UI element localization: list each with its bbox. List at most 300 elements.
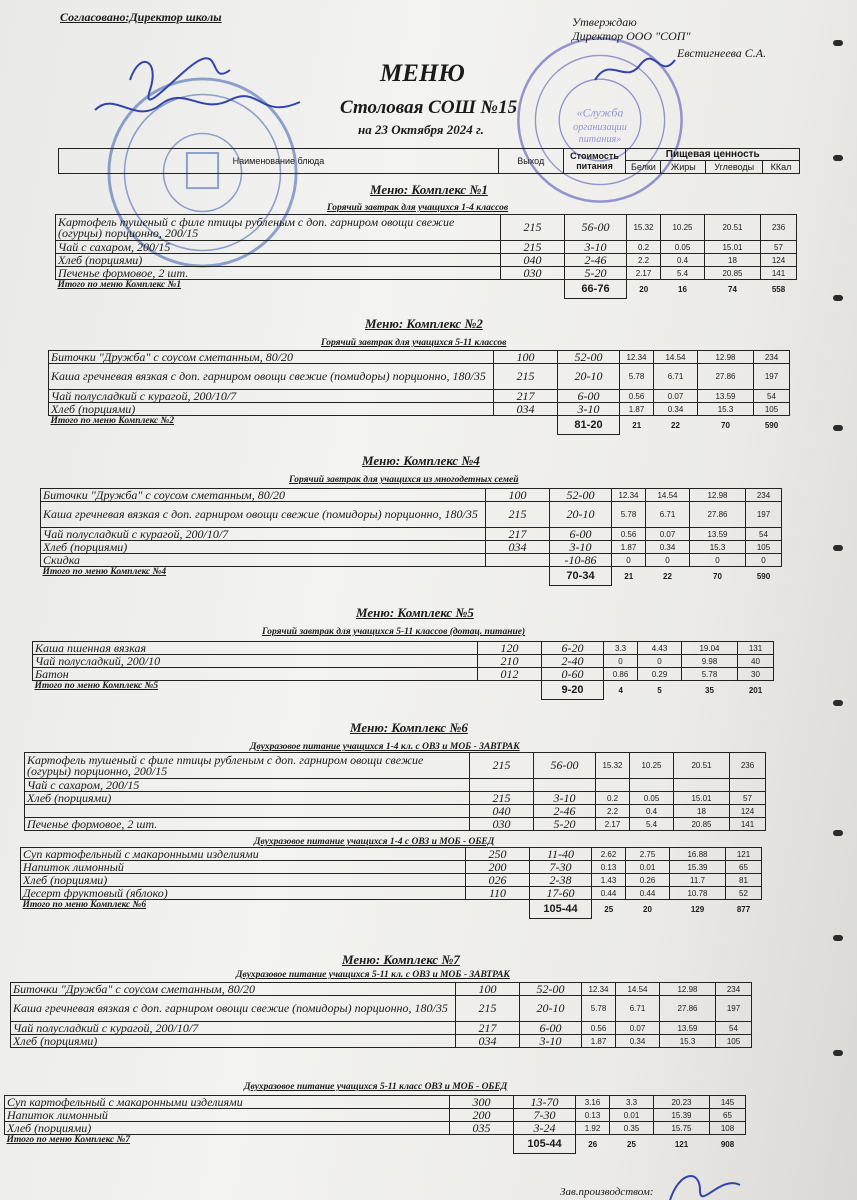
dish-carbs: 0: [690, 554, 746, 567]
dish-name: Десерт фруктовый (яблоко): [21, 887, 466, 900]
dish-kcal: 81: [726, 874, 762, 887]
dish-name: Хлеб (порциями): [11, 1035, 456, 1048]
dish-price: 7-30: [514, 1109, 576, 1122]
total-kcal: 590: [764, 420, 779, 430]
dish-kcal: 40: [738, 655, 774, 668]
dish-kcal: 197: [754, 364, 790, 390]
dish-kcal: 234: [746, 489, 782, 502]
dish-output: 034: [486, 541, 550, 554]
dish-output: 100: [456, 983, 520, 996]
dish-fat: 14.54: [646, 489, 690, 502]
dish-fat: 0.05: [630, 792, 674, 805]
dish-kcal: 121: [726, 848, 762, 861]
dish-name: Чай полусладкий с курагой, 200/10/7: [41, 528, 486, 541]
dish-carbs: 20.23: [654, 1096, 710, 1109]
dish-carbs: 15.39: [654, 1109, 710, 1122]
dish-name: Чай полусладкий, 200/10: [33, 655, 478, 668]
dish-protein: 0.56: [620, 390, 654, 403]
dish-output: 215: [470, 792, 534, 805]
footer-label: Зав.производством:: [560, 1186, 654, 1198]
punch-hole: [833, 935, 843, 941]
total-price: 9-20: [542, 681, 604, 700]
total-carbs: 129: [690, 904, 705, 914]
dish-fat: 0.05: [661, 241, 705, 254]
dish-fat: 6.71: [616, 996, 660, 1022]
dish-protein: 0.2: [596, 792, 630, 805]
dish-protein: 0.13: [576, 1109, 610, 1122]
dish-name: Печенье формовое, 2 шт.: [56, 267, 501, 280]
dish-carbs: 18: [674, 805, 730, 818]
dish-output: 217: [456, 1022, 520, 1035]
table-row: [21, 861, 762, 874]
dish-protein: 2.62: [592, 848, 626, 861]
col-protein: Белки: [626, 161, 661, 174]
table-row: [5, 1122, 746, 1135]
dish-kcal: 54: [716, 1022, 752, 1035]
dish-protein: 0.44: [592, 887, 626, 900]
dish-output: 250: [466, 848, 530, 861]
dish-price: 2-46: [534, 805, 596, 818]
manager-signature: [590, 50, 680, 90]
table-row: [11, 1022, 752, 1035]
total-protein: 25: [604, 904, 614, 914]
section-subtitle: Двухразовое питание учащихся 5-11 класс ОВЗ и МОБ - ОБЕД: [244, 1082, 508, 1092]
stamp-text: «Служба: [576, 105, 624, 120]
total-protein: 20: [639, 284, 649, 294]
dish-fat: 0.29: [638, 668, 682, 681]
dish-carbs: 13.59: [690, 528, 746, 541]
punch-hole: [833, 425, 843, 431]
total-kcal: 908: [720, 1139, 735, 1149]
dish-fat: 10.25: [661, 215, 705, 241]
dish-output: 200: [450, 1109, 514, 1122]
dish-fat: 0.4: [661, 254, 705, 267]
dish-name: Скидка: [41, 554, 486, 567]
total-price: 70-34: [550, 567, 612, 586]
total-fat: 22: [663, 571, 672, 581]
dish-fat: 0.34: [616, 1035, 660, 1048]
punch-hole: [833, 700, 843, 706]
total-price: 105-44: [514, 1135, 576, 1154]
dish-price: 20-10: [550, 502, 612, 528]
section-subtitle: Горячий завтрак для учащихся 5-11 классов: [321, 338, 507, 348]
dish-kcal: 65: [710, 1109, 746, 1122]
dish-fat: 0.44: [626, 887, 670, 900]
dish-kcal: 141: [761, 267, 797, 280]
dish-fat: 0.01: [610, 1109, 654, 1122]
menu-table: [55, 214, 797, 299]
dish-carbs: 20.51: [674, 753, 730, 779]
dish-protein: 15.32: [596, 753, 630, 779]
dish-kcal: 30: [738, 668, 774, 681]
section-subtitle: Двухразовое питание учащихся 1-4 кл. с ОВЗ и МОБ - ЗАВТРАК: [250, 742, 520, 752]
dish-kcal: 197: [746, 502, 782, 528]
dish-output: 215: [486, 502, 550, 528]
col-price: Стоимость питания: [563, 149, 626, 174]
dish-carbs: 20.85: [674, 818, 730, 831]
dish-carbs: 27.86: [660, 996, 716, 1022]
dish-price: 2-40: [542, 655, 604, 668]
section-subtitle: Горячий завтрак для учащихся 1-4 классов: [327, 203, 509, 213]
dish-fat: 0.35: [610, 1122, 654, 1135]
dish-protein: 1.92: [576, 1122, 610, 1135]
dish-price: 6-00: [520, 1022, 582, 1035]
dish-fat: 2.75: [626, 848, 670, 861]
dish-protein: 2.2: [596, 805, 630, 818]
menu-table: [10, 982, 752, 1048]
dish-output: 215: [470, 753, 534, 779]
menu-table: [48, 350, 790, 435]
dish-protein: 0.56: [582, 1022, 616, 1035]
section-subtitle: Горячий завтрак для учащихся 5-11 классов (дотац. питание): [262, 627, 526, 637]
dish-kcal: 141: [730, 818, 766, 831]
dish-kcal: 54: [746, 528, 782, 541]
table-row: [25, 792, 766, 805]
table-row: [56, 241, 797, 254]
table-row: [49, 351, 790, 364]
dish-name: Биточки "Дружба" с соусом сметанным, 80/20: [49, 351, 494, 364]
table-row: [5, 1096, 746, 1109]
dish-output: 215: [494, 364, 558, 390]
section-subtitle: Двухразовое питание учащихся 1-4 с ОВЗ и МОБ - ОБЕД: [254, 837, 495, 847]
punch-hole: [833, 295, 843, 301]
punch-hole: [833, 40, 843, 46]
dish-carbs: 9.98: [682, 655, 738, 668]
dish-fat: [630, 779, 674, 792]
dish-output: 034: [494, 403, 558, 416]
dish-name: Чай с сахаром, 200/15: [56, 241, 501, 254]
col-nutrition: Пищевая ценность: [626, 149, 800, 161]
section-title: Меню: Комплекс №2: [365, 316, 483, 331]
dish-protein: 3.3: [604, 642, 638, 655]
section-subtitle: Горячий завтрак для учащихся из многодетных семей: [289, 475, 519, 485]
menu-table: [24, 752, 766, 831]
total-carbs: 70: [713, 571, 722, 581]
section-title: Меню: Комплекс №6: [350, 720, 468, 735]
total-protein: 26: [588, 1139, 598, 1149]
dish-price: 2-38: [530, 874, 592, 887]
dish-output: 100: [494, 351, 558, 364]
total-fat: 20: [643, 904, 652, 914]
dish-protein: 1.43: [592, 874, 626, 887]
section-title: Меню: Комплекс №7: [342, 952, 460, 967]
dish-output: 217: [494, 390, 558, 403]
col-carbs: Углеводы: [706, 161, 763, 174]
dish-name: Батон: [33, 668, 478, 681]
total-row: [21, 900, 762, 919]
dish-output: [486, 554, 550, 567]
dish-price: 52-00: [558, 351, 620, 364]
dish-carbs: 12.98: [660, 983, 716, 996]
total-protein: 21: [624, 571, 634, 581]
dish-price: 13-70: [514, 1096, 576, 1109]
total-label: Итого по меню Комплекс №4: [42, 567, 167, 577]
col-out: Выход: [498, 149, 563, 174]
dish-name: Хлеб (порциями): [56, 254, 501, 267]
dish-kcal: 197: [716, 996, 752, 1022]
table-row: [11, 996, 752, 1022]
dish-protein: [596, 779, 630, 792]
table-row: [49, 390, 790, 403]
dish-kcal: 105: [716, 1035, 752, 1048]
dish-protein: 0: [604, 655, 638, 668]
dish-fat: 0.26: [626, 874, 670, 887]
dish-fat: 14.54: [654, 351, 698, 364]
dish-name: Хлеб (порциями): [5, 1122, 450, 1135]
dish-protein: 1.87: [612, 541, 646, 554]
dish-protein: 0.86: [604, 668, 638, 681]
dish-fat: 0.07: [616, 1022, 660, 1035]
dish-carbs: 27.86: [690, 502, 746, 528]
dish-carbs: 19.04: [682, 642, 738, 655]
dish-name: Хлеб (порциями): [49, 403, 494, 416]
dish-kcal: 0: [746, 554, 782, 567]
dish-carbs: 15.3: [660, 1035, 716, 1048]
dish-price: 0-60: [542, 668, 604, 681]
dish-kcal: 57: [730, 792, 766, 805]
approve-label: Утверждаю: [572, 15, 637, 29]
table-row: [11, 1035, 752, 1048]
dish-fat: 0.34: [654, 403, 698, 416]
dish-name: Картофель тушеный с филе птицы рубленым с доп. гарниром овощи свежие (огурцы) порционно, 200/15: [56, 215, 501, 241]
dish-fat: 0: [638, 655, 682, 668]
menu-table: [40, 488, 782, 586]
table-row: [11, 983, 752, 996]
total-label: Итого по меню Комплекс №6: [22, 900, 147, 910]
table-row: [25, 753, 766, 779]
dish-name: Чай полусладкий с курагой, 200/10/7: [11, 1022, 456, 1035]
dish-carbs: 12.98: [690, 489, 746, 502]
table-row: [25, 805, 766, 818]
table-row: [21, 874, 762, 887]
dish-price: 56-00: [565, 215, 627, 241]
dish-fat: 14.54: [616, 983, 660, 996]
table-row: [41, 541, 782, 554]
menu-date: на 23 Октября 2024 г.: [358, 122, 484, 137]
dish-carbs: [674, 779, 730, 792]
dish-carbs: 15.75: [654, 1122, 710, 1135]
svg-text:организации: организации: [573, 122, 627, 134]
dish-name: Каша гречневая вязкая с доп. гарниром овощи свежие (помидоры) порционно, 180/35: [11, 996, 456, 1022]
agreed-label: Согласовано:Директор школы: [60, 10, 222, 24]
dish-fat: 0.4: [630, 805, 674, 818]
dish-protein: 5.78: [620, 364, 654, 390]
dish-output: 110: [466, 887, 530, 900]
dish-fat: 6.71: [646, 502, 690, 528]
dish-price: 2-46: [565, 254, 627, 267]
dish-carbs: 15.3: [698, 403, 754, 416]
dish-price: 3-10: [550, 541, 612, 554]
punch-hole: [833, 1050, 843, 1056]
total-protein: 4: [618, 685, 623, 695]
total-row: [49, 416, 790, 435]
total-price: 66-76: [565, 280, 627, 299]
dish-price: 3-10: [534, 792, 596, 805]
table-row: [41, 554, 782, 567]
dish-price: 20-10: [520, 996, 582, 1022]
dish-carbs: 15.01: [674, 792, 730, 805]
dish-carbs: 15.3: [690, 541, 746, 554]
dish-protein: 5.78: [612, 502, 646, 528]
dish-carbs: 11.7: [670, 874, 726, 887]
col-name: Наименование блюда: [59, 149, 499, 174]
dish-name: Биточки "Дружба" с соусом сметанным, 80/20: [41, 489, 486, 502]
dish-carbs: 13.59: [660, 1022, 716, 1035]
dish-protein: 0.13: [592, 861, 626, 874]
dish-carbs: 18: [705, 254, 761, 267]
total-row: [41, 567, 782, 586]
total-price: 105-44: [530, 900, 592, 919]
dish-kcal: 234: [716, 983, 752, 996]
total-row: [5, 1135, 746, 1154]
table-row: [56, 267, 797, 280]
dish-carbs: 27.86: [698, 364, 754, 390]
dish-output: 215: [501, 215, 565, 241]
dish-price: 7-30: [530, 861, 592, 874]
table-row: [49, 364, 790, 390]
dish-name: Напиток лимонный: [5, 1109, 450, 1122]
dish-protein: 1.87: [620, 403, 654, 416]
dish-kcal: 105: [754, 403, 790, 416]
dish-carbs: 5.78: [682, 668, 738, 681]
dish-kcal: 57: [761, 241, 797, 254]
dish-fat: 0.01: [626, 861, 670, 874]
table-row: [25, 818, 766, 831]
dish-output: 030: [470, 818, 534, 831]
dish-carbs: 15.39: [670, 861, 726, 874]
dish-protein: 1.87: [582, 1035, 616, 1048]
total-fat: 25: [627, 1139, 636, 1149]
table-row: [56, 215, 797, 241]
dish-output: 026: [466, 874, 530, 887]
total-label: Итого по меню Комплекс №5: [34, 681, 159, 691]
dish-name: Хлеб (порциями): [21, 874, 466, 887]
total-kcal: 590: [756, 571, 771, 581]
footer-signature: [660, 1165, 750, 1200]
svg-text:питания»: питания»: [578, 134, 622, 146]
menu-table: [32, 641, 774, 700]
dish-output: 040: [470, 805, 534, 818]
total-carbs: 35: [705, 685, 714, 695]
total-protein: 21: [632, 420, 642, 430]
dish-fat: 6.71: [654, 364, 698, 390]
dish-protein: 0.2: [627, 241, 661, 254]
dish-price: 52-00: [550, 489, 612, 502]
dish-name: Каша гречневая вязкая с доп. гарниром овощи свежие (помидоры) порционно, 180/35: [49, 364, 494, 390]
dish-carbs: 10.78: [670, 887, 726, 900]
table-row: [49, 403, 790, 416]
total-fat: 5: [657, 685, 662, 695]
dish-name: Чай полусладкий с курагой, 200/10/7: [49, 390, 494, 403]
dish-kcal: 131: [738, 642, 774, 655]
dish-kcal: 105: [746, 541, 782, 554]
dish-protein: 3.16: [576, 1096, 610, 1109]
table-row: [5, 1109, 746, 1122]
approve-name: Евстигнеева С.А.: [677, 46, 767, 60]
punch-hole: [833, 545, 843, 551]
dish-carbs: 12.98: [698, 351, 754, 364]
dish-output: 120: [478, 642, 542, 655]
approve-role: Директор ООО "СОП": [572, 29, 691, 43]
dish-carbs: 13.59: [698, 390, 754, 403]
dish-price: 52-00: [520, 983, 582, 996]
table-row: [21, 848, 762, 861]
total-fat: 22: [671, 420, 680, 430]
dish-fat: 10.25: [630, 753, 674, 779]
col-fat: Жиры: [661, 161, 706, 174]
section-title: Меню: Комплекс №1: [370, 182, 488, 197]
dish-output: 100: [486, 489, 550, 502]
dish-protein: 12.34: [620, 351, 654, 364]
column-header: [58, 148, 800, 174]
total-row: [33, 681, 774, 700]
dish-output: 030: [501, 267, 565, 280]
dish-output: 200: [466, 861, 530, 874]
dish-price: 3-24: [514, 1122, 576, 1135]
section-title: Меню: Комплекс №4: [362, 453, 480, 468]
dish-protein: 2.17: [596, 818, 630, 831]
table-row: [21, 887, 762, 900]
dish-kcal: 145: [710, 1096, 746, 1109]
dish-price: 6-20: [542, 642, 604, 655]
dish-output: 215: [501, 241, 565, 254]
dish-fat: 0.07: [646, 528, 690, 541]
dish-price: 3-10: [558, 403, 620, 416]
dish-fat: 5.4: [661, 267, 705, 280]
dish-output: 215: [456, 996, 520, 1022]
dish-carbs: 16.88: [670, 848, 726, 861]
dish-output: 217: [486, 528, 550, 541]
dish-name: Хлеб (порциями): [25, 792, 470, 805]
total-label: Итого по меню Комплекс №1: [57, 280, 182, 290]
dish-output: 034: [456, 1035, 520, 1048]
dish-name: Суп картофельный с макаронными изделиями: [5, 1096, 450, 1109]
table-row: [56, 254, 797, 267]
dish-fat: 0.07: [654, 390, 698, 403]
director-signature: [90, 30, 320, 130]
dish-name: Суп картофельный с макаронными изделиями: [21, 848, 466, 861]
punch-hole: [833, 155, 843, 161]
dish-fat: 0.34: [646, 541, 690, 554]
dish-name: Биточки "Дружба" с соусом сметанным, 80/20: [11, 983, 456, 996]
dish-protein: 15.32: [627, 215, 661, 241]
dish-protein: 2.17: [627, 267, 661, 280]
dish-protein: 5.78: [582, 996, 616, 1022]
dish-name: Каша гречневая вязкая с доп. гарниром овощи свежие (помидоры) порционно, 180/35: [41, 502, 486, 528]
table-row: [41, 489, 782, 502]
dish-name: [25, 805, 470, 818]
dish-price: 56-00: [534, 753, 596, 779]
table-row: [33, 642, 774, 655]
dish-price: 3-10: [565, 241, 627, 254]
dish-name: Печенье формовое, 2 шт.: [25, 818, 470, 831]
total-kcal: 201: [748, 685, 763, 695]
total-price: 81-20: [558, 416, 620, 435]
dish-output: 012: [478, 668, 542, 681]
dish-name: Напиток лимонный: [21, 861, 466, 874]
dish-protein: 12.34: [582, 983, 616, 996]
table-row: [33, 655, 774, 668]
total-fat: 16: [678, 284, 687, 294]
punch-hole: [833, 830, 843, 836]
total-carbs: 121: [674, 1139, 689, 1149]
table-row: [25, 779, 766, 792]
dish-fat: 0: [646, 554, 690, 567]
dish-output: 300: [450, 1096, 514, 1109]
dish-kcal: 236: [730, 753, 766, 779]
menu-table: [4, 1095, 746, 1154]
dish-protein: 12.34: [612, 489, 646, 502]
